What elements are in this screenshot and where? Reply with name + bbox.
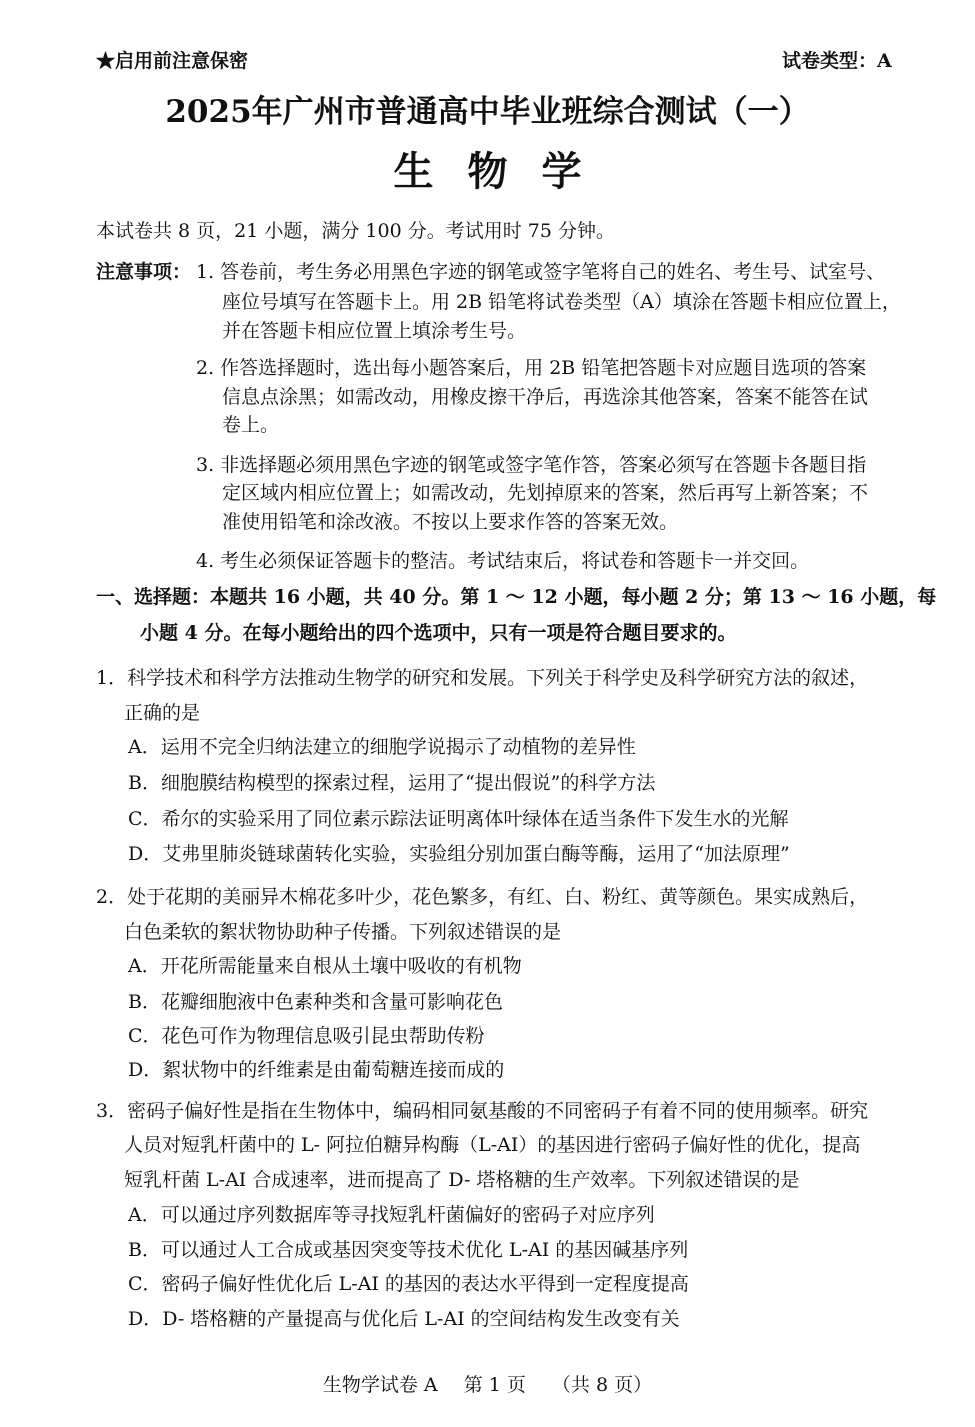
- question-2-option: A．开花所需能量来自根从土壤中吸收的有机物: [128, 955, 522, 977]
- question-3-option: B．可以通过人工合成或基因突变等技术优化 L-AI 的基因碱基序列: [128, 1239, 689, 1261]
- note-line: 2. 作答选择题时，选出每小题答案后，用 2B 铅笔把答题卡对应题目选项的答案: [196, 357, 867, 379]
- note-line: 座位号填写在答题卡上。用 2B 铅笔将试卷类型（A）填涂在答题卡相应位置上，: [222, 291, 901, 313]
- note-line: 4. 考生必须保证答题卡的整洁。考试结束后，将试卷和答题卡一并交回。: [196, 550, 810, 572]
- exam-intro: 本试卷共 8 页，21 小题，满分 100 分。考试用时 75 分钟。: [96, 220, 615, 242]
- paper-type: 试卷类型：A: [782, 50, 892, 72]
- question-3-option: C．密码子偏好性优化后 L-AI 的基因的表达水平得到一定程度提高: [128, 1273, 689, 1295]
- question-2-option: B．花瓣细胞液中色素种类和含量可影响花色: [128, 991, 503, 1013]
- exam-title: 2025年广州市普通高中毕业班综合测试（一）: [165, 94, 810, 130]
- notes-label: 注意事项：: [96, 261, 192, 283]
- question-3-option: A．可以通过序列数据库等寻找短乳杆菌偏好的密码子对应序列: [128, 1204, 655, 1226]
- note-line: 定区域内相应位置上；如需改动，先划掉原来的答案，然后再写上新答案；不: [222, 482, 869, 504]
- question-3-option: D．D- 塔格糖的产量提高与优化后 L-AI 的空间结构发生改变有关: [128, 1308, 680, 1330]
- question-3-stem: 人员对短乳杆菌中的 L- 阿拉伯糖异构酶（L-AI）的基因进行密码子偏好性的优化，提高: [124, 1134, 861, 1156]
- note-line: 卷上。: [222, 414, 280, 436]
- question-2-option: D．絮状物中的纤维素是由葡萄糖连接而成的: [128, 1059, 505, 1081]
- question-1-stem: 正确的是: [124, 702, 201, 724]
- question-1-option: A．运用不完全归纳法建立的细胞学说揭示了动植物的差异性: [128, 736, 636, 758]
- note-line: 1. 答卷前，考生务必用黑色字迹的钢笔或签字笔将自己的姓名、考生号、试室号、: [196, 261, 886, 283]
- question-2-option: C．花色可作为物理信息吸引昆虫帮助传粉: [128, 1025, 485, 1047]
- question-1-option: B．细胞膜结构模型的探索过程，运用了“提出假说”的科学方法: [128, 772, 656, 794]
- footer-paper: 生物学试卷 A: [322, 1374, 438, 1396]
- page-footer: [0, 1370, 975, 1397]
- question-2-stem: 2．处于花期的美丽异木棉花多叶少，花色繁多，有红、白、粉红、黄等颜色。果实成熟后，: [96, 886, 869, 908]
- question-1-stem: 1．科学技术和科学方法推动生物学的研究和发展。下列关于科学史及科学研究方法的叙述，: [96, 667, 869, 689]
- footer-page-number: 第 1 页: [463, 1374, 526, 1396]
- question-2-stem: 白色柔软的絮状物协助种子传播。下列叙述错误的是: [124, 921, 562, 943]
- question-3-stem: 短乳杆菌 L-AI 合成速率，进而提高了 D- 塔格糖的生产效率。下列叙述错误的是: [124, 1169, 800, 1191]
- note-line: 3. 非选择题必须用黑色字迹的钢笔或签字笔作答，答案必须写在答题卡各题目指: [196, 454, 867, 476]
- section-heading: 一、选择题：本题共 16 小题，共 40 分。第 1 ～ 12 小题，每小题 2 分；第 13 ～ 16 小题，每: [96, 586, 937, 608]
- section-heading-cont: 小题 4 分。在每小题给出的四个选项中，只有一项是符合题目要求的。: [140, 622, 737, 644]
- note-line: 信息点涂黑；如需改动，用橡皮擦干净后，再选涂其他答案，答案不能答在试: [222, 386, 869, 408]
- question-1-option: C．希尔的实验采用了同位素示踪法证明离体叶绿体在适当条件下发生水的光解: [128, 808, 789, 830]
- confidential-mark: ★启用前注意保密: [96, 50, 249, 72]
- note-line: 准使用铅笔和涂改液。不按以上要求作答的答案无效。: [222, 511, 679, 533]
- footer-total-pages: （共 8 页）: [551, 1374, 653, 1396]
- question-1-option: D．艾弗里肺炎链球菌转化实验，实验组分别加蛋白酶等酶，运用了“加法原理”: [128, 843, 790, 865]
- question-3-stem: 3．密码子偏好性是指在生物体中，编码相同氨基酸的不同密码子有着不同的使用频率。研究: [96, 1100, 869, 1122]
- subject-title: 生物学: [393, 148, 616, 195]
- note-line: 并在答题卡相应位置上填涂考生号。: [222, 320, 527, 342]
